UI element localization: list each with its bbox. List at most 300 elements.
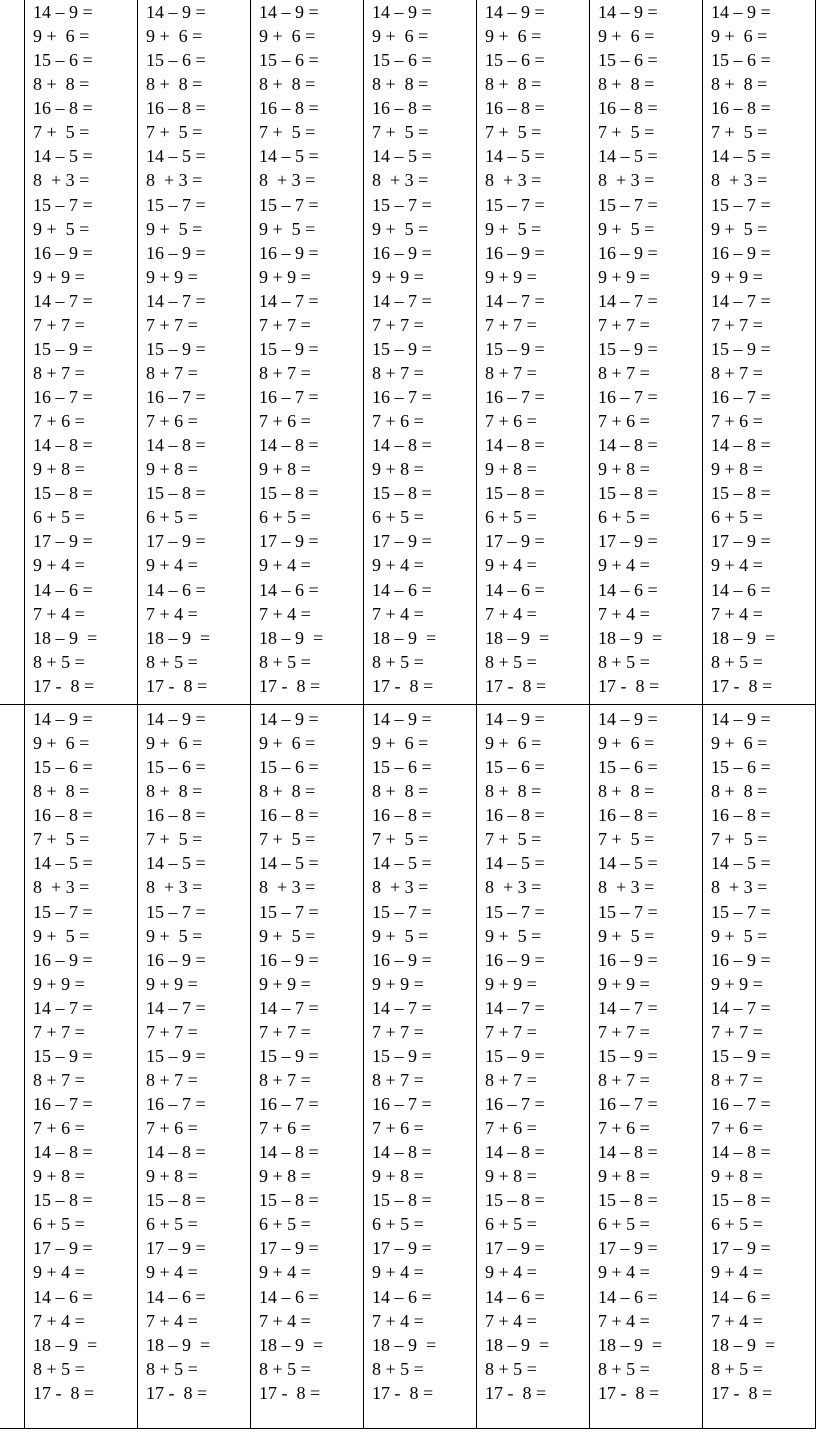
- math-problem: 15 – 7 =: [372, 194, 432, 215]
- math-problem: 9 + 6 =: [711, 26, 768, 47]
- math-problem: 16 – 9 =: [711, 949, 771, 970]
- math-problem: 16 – 7 =: [146, 1094, 206, 1114]
- math-problem: 9 + 9 =: [146, 266, 198, 287]
- math-problem: 8 + 5 =: [259, 1358, 311, 1379]
- math-problem: 6 + 5 =: [372, 1214, 424, 1235]
- math-problem: 9 + 6 =: [372, 733, 429, 754]
- math-problem: 14 – 9 =: [259, 709, 319, 729]
- math-problem: 15 – 7 =: [485, 901, 545, 922]
- math-problem: 15 – 6 =: [33, 50, 93, 71]
- math-problem: 8 + 3 =: [259, 170, 316, 191]
- math-problem: 8 + 7 =: [259, 362, 311, 383]
- math-problem: 14 – 8 =: [711, 1142, 771, 1163]
- problem-column-top-1: [33, 0, 145, 698]
- math-problem: 15 – 7 =: [146, 901, 206, 922]
- math-problem: 14 – 6 =: [372, 1286, 432, 1307]
- math-problem: 9 + 5 =: [146, 925, 203, 946]
- math-problem: 14 – 6 =: [372, 579, 432, 600]
- math-problem: 6 + 5 =: [146, 1214, 198, 1235]
- math-problem: 14 – 7 =: [711, 290, 771, 311]
- math-problem: 9 + 4 =: [485, 555, 537, 576]
- math-problem: 9 + 9 =: [711, 266, 763, 287]
- math-problem: 7 + 5 =: [372, 829, 429, 850]
- math-problem: 9 + 4 =: [259, 1262, 311, 1283]
- math-problem: 15 – 6 =: [485, 757, 545, 778]
- math-problem: 9 + 8 =: [259, 459, 311, 480]
- math-problem: 14 – 6 =: [259, 1286, 319, 1307]
- problem-column-top-6: [598, 0, 710, 698]
- math-problem: 9 + 9 =: [33, 266, 85, 287]
- math-problem: 16 – 9 =: [485, 242, 545, 263]
- math-problem: 18 – 9 =: [485, 627, 550, 648]
- math-problem: 8 + 5 =: [485, 651, 537, 672]
- math-problem: 7 + 4 =: [259, 1310, 311, 1331]
- math-problem: 8 + 7 =: [711, 362, 763, 383]
- math-problem: 7 + 6 =: [711, 1118, 763, 1139]
- math-problem: 17 – 9 =: [372, 531, 432, 552]
- math-problem: 17 – 9 =: [372, 1238, 432, 1259]
- math-problem: 14 – 9 =: [33, 2, 93, 22]
- math-problem: 16 – 7 =: [372, 387, 432, 407]
- math-problem: 18 – 9 =: [259, 1334, 324, 1355]
- math-problem: 14 – 9 =: [598, 709, 658, 729]
- math-problem: 14 – 7 =: [372, 997, 432, 1018]
- math-problem: 18 – 9 =: [33, 627, 98, 648]
- problem-column-bottom-6: [598, 705, 710, 1405]
- math-problem: 16 – 9 =: [485, 949, 545, 970]
- math-problem: 7 + 4 =: [598, 603, 650, 624]
- math-problem: 9 + 4 =: [33, 555, 85, 576]
- math-problem: 17 - 8 =: [711, 675, 773, 696]
- math-problem: 15 – 9 =: [711, 338, 771, 359]
- math-problem: 14 – 5 =: [485, 146, 545, 167]
- math-problem: 9 + 4 =: [146, 1262, 198, 1283]
- math-problem: 9 + 9 =: [259, 266, 311, 287]
- math-problem: 15 – 6 =: [711, 757, 771, 778]
- math-problem: 7 + 4 =: [711, 603, 763, 624]
- math-problem: 8 + 8 =: [598, 74, 655, 95]
- math-problem: 9 + 4 =: [146, 555, 198, 576]
- column-divider: [24, 0, 25, 704]
- math-problem: 7 + 7 =: [372, 314, 424, 335]
- math-problem: 9 + 5 =: [598, 925, 655, 946]
- math-problem: 15 – 9 =: [711, 1045, 771, 1066]
- math-problem: 15 – 8 =: [146, 483, 206, 504]
- math-problem: 9 + 4 =: [598, 1262, 650, 1283]
- math-problem: 16 – 9 =: [372, 242, 432, 263]
- math-problem: 9 + 5 =: [372, 218, 429, 239]
- math-problem: 14 – 6 =: [259, 579, 319, 600]
- math-problem: 8 + 8 =: [485, 781, 542, 802]
- math-problem: 7 + 7 =: [598, 1021, 650, 1042]
- math-problem: 17 - 8 =: [598, 1382, 660, 1403]
- math-problem: 15 – 8 =: [372, 483, 432, 504]
- math-problem: 15 – 8 =: [598, 1190, 658, 1211]
- math-problem: 16 – 7 =: [146, 387, 206, 407]
- math-problem: 17 - 8 =: [33, 675, 95, 696]
- math-problem: 16 – 7 =: [372, 1094, 432, 1114]
- math-problem: 14 – 5 =: [711, 146, 771, 167]
- math-problem: 7 + 6 =: [372, 411, 424, 432]
- math-problem: 15 – 9 =: [598, 338, 658, 359]
- math-problem: 15 – 6 =: [711, 50, 771, 71]
- math-problem: 9 + 5 =: [33, 218, 90, 239]
- math-problem: 9 + 6 =: [33, 26, 90, 47]
- math-problem: 7 + 7 =: [146, 1021, 198, 1042]
- math-problem: 9 + 5 =: [711, 925, 768, 946]
- math-problem: 18 – 9 =: [372, 627, 437, 648]
- math-problem: 17 – 9 =: [33, 531, 93, 552]
- math-problem: 9 + 8 =: [259, 1166, 311, 1187]
- math-problem: 16 – 7 =: [259, 1094, 319, 1114]
- math-problem: 7 + 6 =: [598, 1118, 650, 1139]
- math-problem: 6 + 5 =: [33, 1214, 85, 1235]
- math-problem: 8 + 3 =: [485, 170, 542, 191]
- math-problem: 14 – 9 =: [372, 709, 432, 729]
- math-problem: 14 – 9 =: [485, 2, 545, 22]
- math-problem: 17 - 8 =: [485, 1382, 547, 1403]
- math-problem: 16 – 9 =: [33, 242, 93, 263]
- math-problem: 9 + 6 =: [598, 733, 655, 754]
- math-problem: 16 – 9 =: [33, 949, 93, 970]
- math-problem: 8 + 5 =: [711, 651, 763, 672]
- math-problem: 16 – 8 =: [259, 805, 319, 826]
- math-problem: 15 – 7 =: [711, 194, 771, 215]
- math-problem: 8 + 5 =: [372, 1358, 424, 1379]
- math-problem: 7 + 6 =: [485, 1118, 537, 1139]
- math-problem: 9 + 8 =: [598, 459, 650, 480]
- math-problem: 8 + 3 =: [146, 877, 203, 898]
- math-problem: 7 + 5 =: [259, 122, 316, 143]
- math-problem: 8 + 3 =: [711, 877, 768, 898]
- math-problem: 14 – 7 =: [146, 290, 206, 311]
- math-problem: 16 – 7 =: [598, 1094, 658, 1114]
- math-problem: 14 – 8 =: [372, 1142, 432, 1163]
- math-problem: 7 + 4 =: [33, 1310, 85, 1331]
- math-problem: 7 + 6 =: [33, 411, 85, 432]
- math-problem: 17 - 8 =: [259, 675, 321, 696]
- math-problem: 7 + 5 =: [598, 122, 655, 143]
- math-problem: 9 + 8 =: [146, 1166, 198, 1187]
- math-problem: 17 – 9 =: [146, 1238, 206, 1259]
- math-problem: 8 + 5 =: [146, 651, 198, 672]
- math-problem: 7 + 5 =: [372, 122, 429, 143]
- math-problem: 9 + 6 =: [146, 26, 203, 47]
- math-problem: 9 + 5 =: [259, 218, 316, 239]
- problem-column-top-4: [372, 0, 484, 698]
- math-problem: 17 – 9 =: [711, 531, 771, 552]
- math-problem: 17 - 8 =: [711, 1382, 773, 1403]
- math-problem: 15 – 6 =: [372, 50, 432, 71]
- math-problem: 9 + 9 =: [485, 973, 537, 994]
- math-problem: 16 – 8 =: [372, 805, 432, 826]
- math-problem: 14 – 7 =: [33, 997, 93, 1018]
- math-problem: 8 + 3 =: [372, 170, 429, 191]
- math-problem: 7 + 7 =: [259, 314, 311, 335]
- math-problem: 7 + 7 =: [33, 1021, 85, 1042]
- math-problem: 15 – 7 =: [598, 194, 658, 215]
- math-problem: 18 – 9 =: [598, 1334, 663, 1355]
- math-problem: 9 + 5 =: [146, 218, 203, 239]
- math-problem: 14 – 8 =: [33, 435, 93, 456]
- math-problem: 7 + 7 =: [711, 314, 763, 335]
- math-problem: 8 + 5 =: [598, 651, 650, 672]
- math-problem: 15 – 6 =: [259, 50, 319, 71]
- math-problem: 7 + 6 =: [711, 411, 763, 432]
- math-problem: 14 – 7 =: [146, 997, 206, 1018]
- math-problem: 8 + 8 =: [146, 781, 203, 802]
- math-problem: 6 + 5 =: [146, 507, 198, 528]
- math-problem: 9 + 8 =: [146, 459, 198, 480]
- math-problem: 14 – 7 =: [485, 997, 545, 1018]
- math-problem: 6 + 5 =: [259, 507, 311, 528]
- problem-column-bottom-3: [259, 705, 371, 1405]
- math-problem: 14 – 8 =: [485, 435, 545, 456]
- math-problem: 14 – 7 =: [485, 290, 545, 311]
- math-problem: 8 + 3 =: [146, 170, 203, 191]
- problem-column-bottom-5: [485, 705, 597, 1405]
- math-problem: 8 + 5 =: [259, 651, 311, 672]
- math-problem: 7 + 4 =: [146, 1310, 198, 1331]
- math-problem: 14 – 9 =: [485, 709, 545, 729]
- math-problem: 9 + 9 =: [33, 973, 85, 994]
- math-problem: 9 + 6 =: [485, 733, 542, 754]
- problem-column-bottom-7: [711, 705, 816, 1405]
- math-problem: 16 – 8 =: [598, 805, 658, 826]
- math-problem: 16 – 9 =: [259, 242, 319, 263]
- math-problem: 9 + 6 =: [146, 733, 203, 754]
- math-problem: 14 – 7 =: [259, 997, 319, 1018]
- math-problem: 14 – 8 =: [146, 1142, 206, 1163]
- math-problem: 14 – 8 =: [598, 1142, 658, 1163]
- math-problem: 8 + 3 =: [598, 877, 655, 898]
- math-problem: 7 + 4 =: [485, 603, 537, 624]
- math-problem: 15 – 8 =: [259, 483, 319, 504]
- math-problem: 6 + 5 =: [598, 1214, 650, 1235]
- math-problem: 15 – 7 =: [33, 194, 93, 215]
- math-problem: 9 + 6 =: [598, 26, 655, 47]
- math-problem: 8 + 8 =: [485, 74, 542, 95]
- math-problem: 8 + 8 =: [146, 74, 203, 95]
- math-problem: 8 + 7 =: [372, 362, 424, 383]
- math-problem: 17 – 9 =: [711, 1238, 771, 1259]
- math-problem: 14 – 5 =: [372, 146, 432, 167]
- math-problem: 15 – 6 =: [598, 757, 658, 778]
- math-problem: 9 + 4 =: [485, 1262, 537, 1283]
- math-problem: 17 - 8 =: [485, 675, 547, 696]
- math-problem: 17 - 8 =: [146, 675, 208, 696]
- worksheet-block-top: [0, 0, 816, 705]
- math-problem: 9 + 6 =: [485, 26, 542, 47]
- math-problem: 7 + 7 =: [711, 1021, 763, 1042]
- math-problem: 9 + 4 =: [33, 1262, 85, 1283]
- math-problem: 15 – 8 =: [33, 483, 93, 504]
- math-problem: 8 + 8 =: [33, 781, 90, 802]
- math-problem: 8 + 3 =: [372, 877, 429, 898]
- math-problem: 16 – 9 =: [598, 242, 658, 263]
- math-problem: 14 – 5 =: [485, 853, 545, 874]
- math-problem: 17 - 8 =: [146, 1382, 208, 1403]
- math-problem: 8 + 5 =: [372, 651, 424, 672]
- math-problem: 15 – 9 =: [33, 338, 93, 359]
- math-problem: 7 + 5 =: [598, 829, 655, 850]
- math-problem: 16 – 8 =: [485, 805, 545, 826]
- math-problem: 15 – 7 =: [485, 194, 545, 215]
- math-problem: 14 – 6 =: [598, 1286, 658, 1307]
- math-problem: 15 – 7 =: [711, 901, 771, 922]
- math-problem: 8 + 3 =: [711, 170, 768, 191]
- math-problem: 8 + 8 =: [711, 781, 768, 802]
- math-problem: 17 - 8 =: [259, 1382, 321, 1403]
- math-problem: 18 – 9 =: [711, 1334, 776, 1355]
- math-problem: 15 – 9 =: [33, 1045, 93, 1066]
- math-problem: 15 – 6 =: [598, 50, 658, 71]
- math-problem: 9 + 8 =: [598, 1166, 650, 1187]
- math-problem: 16 – 9 =: [372, 949, 432, 970]
- math-problem: 14 – 6 =: [33, 579, 93, 600]
- math-problem: 7 + 7 =: [372, 1021, 424, 1042]
- math-problem: 15 – 7 =: [259, 194, 319, 215]
- math-problem: 9 + 8 =: [485, 1166, 537, 1187]
- math-problem: 8 + 3 =: [259, 877, 316, 898]
- math-problem: 9 + 8 =: [711, 459, 763, 480]
- problem-column-bottom-4: [372, 705, 484, 1405]
- math-problem: 9 + 5 =: [598, 218, 655, 239]
- math-problem: 8 + 5 =: [146, 1358, 198, 1379]
- math-problem: 9 + 8 =: [33, 459, 85, 480]
- math-problem: 7 + 5 =: [711, 829, 768, 850]
- math-problem: 14 – 5 =: [598, 853, 658, 874]
- math-problem: 7 + 6 =: [372, 1118, 424, 1139]
- math-problem: 14 – 5 =: [259, 146, 319, 167]
- math-problem: 9 + 9 =: [146, 973, 198, 994]
- math-problem: 15 – 8 =: [372, 1190, 432, 1211]
- math-problem: 15 – 7 =: [372, 901, 432, 922]
- math-problem: 8 + 7 =: [372, 1069, 424, 1090]
- math-problem: 8 + 8 =: [372, 74, 429, 95]
- math-problem: 7 + 6 =: [146, 411, 198, 432]
- math-problem: 15 – 6 =: [485, 50, 545, 71]
- math-problem: 14 – 8 =: [598, 435, 658, 456]
- math-problem: 7 + 5 =: [711, 122, 768, 143]
- math-problem: 7 + 4 =: [372, 1310, 424, 1331]
- math-problem: 14 – 7 =: [259, 290, 319, 311]
- math-problem: 17 – 9 =: [33, 1238, 93, 1259]
- math-problem: 8 + 7 =: [598, 1069, 650, 1090]
- math-problem: 16 – 9 =: [146, 242, 206, 263]
- math-problem: 14 – 7 =: [598, 290, 658, 311]
- math-problem: 9 + 8 =: [372, 1166, 424, 1187]
- math-problem: 9 + 9 =: [598, 973, 650, 994]
- math-problem: 7 + 7 =: [33, 314, 85, 335]
- math-problem: 14 – 5 =: [598, 146, 658, 167]
- math-problem: 14 – 9 =: [259, 2, 319, 22]
- math-problem: 15 – 9 =: [146, 1045, 206, 1066]
- math-problem: 15 – 8 =: [259, 1190, 319, 1211]
- math-problem: 7 + 6 =: [259, 1118, 311, 1139]
- math-problem: 14 – 8 =: [372, 435, 432, 456]
- math-problem: 7 + 7 =: [259, 1021, 311, 1042]
- math-problem: 14 – 6 =: [33, 1286, 93, 1307]
- math-problem: 14 – 6 =: [711, 579, 771, 600]
- math-problem: 17 - 8 =: [33, 1382, 95, 1403]
- math-problem: 14 – 5 =: [711, 853, 771, 874]
- math-problem: 7 + 4 =: [372, 603, 424, 624]
- math-problem: 9 + 5 =: [485, 925, 542, 946]
- math-problem: 16 – 8 =: [485, 98, 545, 119]
- math-problem: 8 + 3 =: [33, 877, 90, 898]
- math-problem: 9 + 5 =: [259, 925, 316, 946]
- math-problem: 7 + 4 =: [259, 603, 311, 624]
- math-problem: 7 + 6 =: [146, 1118, 198, 1139]
- math-problem: 14 – 5 =: [33, 146, 93, 167]
- math-problem: 9 + 6 =: [259, 733, 316, 754]
- math-problem: 6 + 5 =: [372, 507, 424, 528]
- math-problem: 16 – 8 =: [598, 98, 658, 119]
- math-problem: 7 + 6 =: [259, 411, 311, 432]
- math-problem: 8 + 5 =: [598, 1358, 650, 1379]
- math-problem: 16 – 9 =: [259, 949, 319, 970]
- math-problem: 14 – 7 =: [372, 290, 432, 311]
- math-problem: 16 – 7 =: [259, 387, 319, 407]
- math-problem: 8 + 3 =: [485, 877, 542, 898]
- math-problem: 6 + 5 =: [33, 507, 85, 528]
- math-problem: 15 – 7 =: [33, 901, 93, 922]
- math-problem: 8 + 8 =: [711, 74, 768, 95]
- math-problem: 16 – 7 =: [598, 387, 658, 407]
- math-problem: 8 + 8 =: [598, 781, 655, 802]
- math-problem: 16 – 8 =: [711, 98, 771, 119]
- math-problem: 15 – 9 =: [598, 1045, 658, 1066]
- math-problem: 14 – 8 =: [711, 435, 771, 456]
- math-problem: 14 – 9 =: [372, 2, 432, 22]
- math-problem: 17 – 9 =: [146, 531, 206, 552]
- math-problem: 8 + 7 =: [146, 1069, 198, 1090]
- math-problem: 17 – 9 =: [598, 531, 658, 552]
- math-problem: 7 + 5 =: [259, 829, 316, 850]
- math-problem: 9 + 4 =: [711, 1262, 763, 1283]
- math-problem: 6 + 5 =: [485, 1214, 537, 1235]
- math-problem: 9 + 8 =: [711, 1166, 763, 1187]
- math-problem: 14 – 5 =: [33, 853, 93, 874]
- math-problem: 9 + 5 =: [372, 925, 429, 946]
- math-problem: 7 + 7 =: [485, 314, 537, 335]
- math-problem: 7 + 4 =: [598, 1310, 650, 1331]
- math-problem: 14 – 6 =: [146, 1286, 206, 1307]
- math-problem: 15 – 7 =: [259, 901, 319, 922]
- math-problem: 17 – 9 =: [485, 531, 545, 552]
- problem-column-bottom-1: [33, 705, 145, 1405]
- math-problem: 9 + 5 =: [33, 925, 90, 946]
- math-problem: 7 + 5 =: [33, 122, 90, 143]
- math-problem: 8 + 3 =: [33, 170, 90, 191]
- math-problem: 16 – 8 =: [146, 805, 206, 826]
- math-problem: 18 – 9 =: [711, 627, 776, 648]
- math-problem: 7 + 6 =: [33, 1118, 85, 1139]
- math-problem: 9 + 4 =: [598, 555, 650, 576]
- math-problem: 17 – 9 =: [485, 1238, 545, 1259]
- math-problem: 8 + 8 =: [33, 74, 90, 95]
- math-problem: 14 – 8 =: [259, 435, 319, 456]
- math-problem: 15 – 8 =: [33, 1190, 93, 1211]
- math-problem: 8 + 3 =: [598, 170, 655, 191]
- math-problem: 9 + 9 =: [372, 266, 424, 287]
- math-problem: 14 – 9 =: [33, 709, 93, 729]
- math-problem: 15 – 8 =: [485, 1190, 545, 1211]
- math-problem: 14 – 7 =: [711, 997, 771, 1018]
- math-problem: 17 – 9 =: [598, 1238, 658, 1259]
- math-problem: 7 + 4 =: [33, 603, 85, 624]
